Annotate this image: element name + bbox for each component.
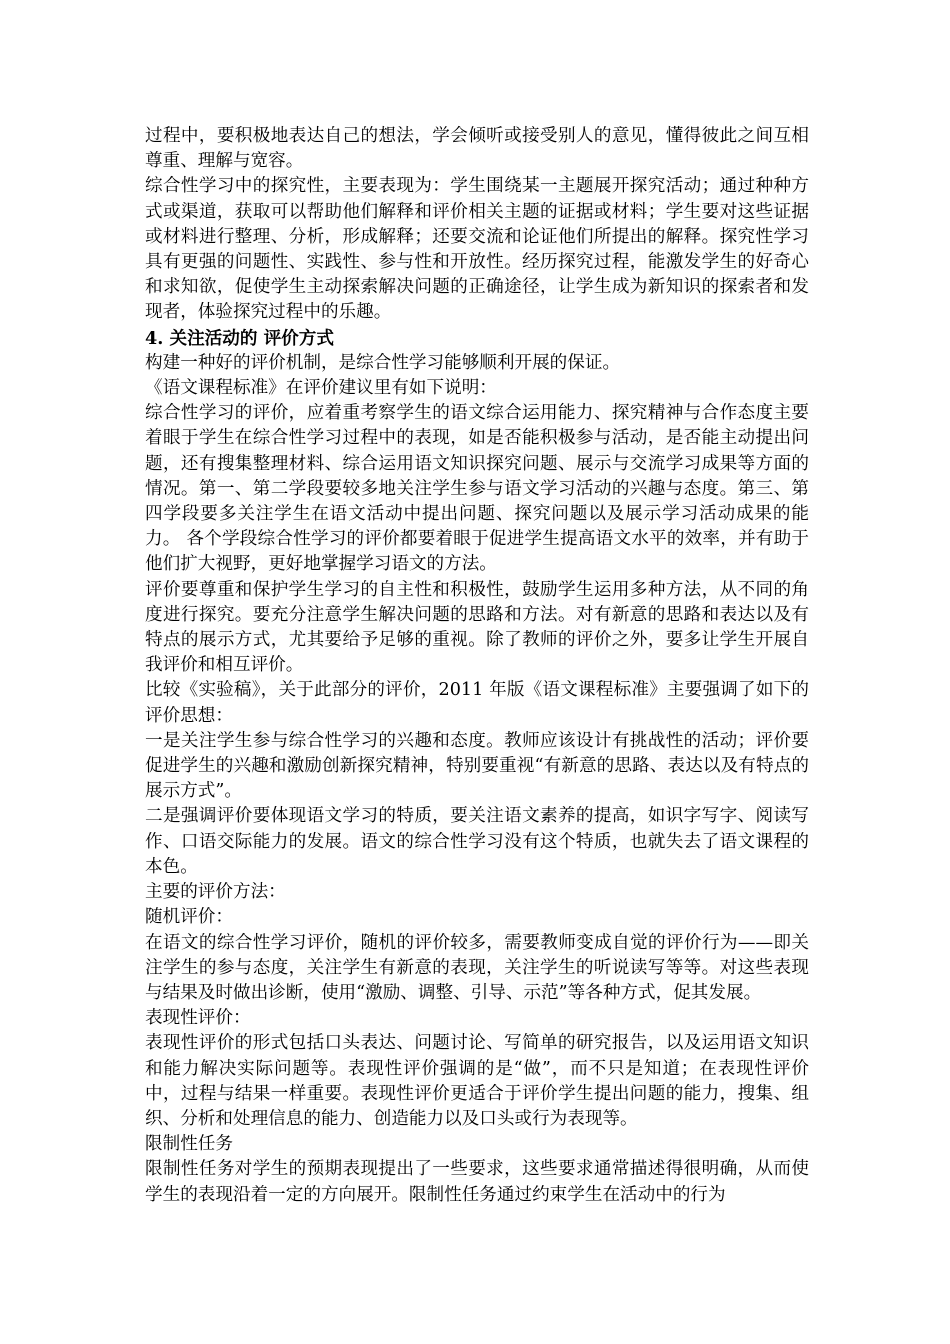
paragraph-random-evaluation: 在语文的综合性学习评价，随机的评价较多，需要教师变成自觉的评价行为——即关注学生的参与态度，关注学生有新意的表现，关注学生的听说读写等等。对这些表现与结果及时做出诊断，使用“激励、调整、引导、示范”等各种方式，促其发展。 bbox=[145, 932, 809, 1003]
paragraph-inquiry: 综合性学习中的探究性，主要表现为：学生围绕某一主题展开探究活动；通过种种方式或渠道，获取可以帮助他们解释和评价相关主题的证据或材料；学生要对这些证据或材料进行整理、分析，形成解释；还要交流和论证他们所提出的解释。探究性学习具有更强的问题性、实践性、参与性和开放性。经历探究过程，能激发学生的好奇心和求知欲，促使学生主动探索解决问题的正确途径，让学生成为新知识的探索者和发现者，体验探究过程中的乐趣。 bbox=[145, 176, 809, 323]
label-performance-evaluation: 表现性评价： bbox=[145, 1008, 251, 1029]
paragraph-point-one: 一是关注学生参与综合性学习的兴趣和态度。教师应该设计有挑战性的活动；评价要促进学生的兴趣和激励创新探究精神，特别要重视“有新意的思路、表达以及有特点的展示方式”。 bbox=[145, 730, 809, 802]
paragraph-performance-evaluation: 表现性评价的形式包括口头表达、问题讨论、写简单的研究报告，以及运用语文知识和能力解决实际问题等。表现性评价强调的是“做”，而不只是知道；在表现性评价中，过程与结果一样重要。表现性评价更适合于评价学生提出问题的能力，搜集、组织、分析和处理信息的能力、创造能力以及口头或行为表现等。 bbox=[145, 1033, 809, 1129]
label-restricted-task: 限制性任务 bbox=[145, 1134, 233, 1155]
label-random-evaluation: 随机评价： bbox=[145, 907, 233, 928]
document-body bbox=[145, 124, 809, 1208]
paragraph-standard-quote-2: 评价要尊重和保护学生学习的自主性和积极性，鼓励学生运用多种方法，从不同的角度进行探究。要充分注意学生解决问题的思路和方法。对有新意的思路和表达以及有特点的展示方式，尤其要给予足够的重视。除了教师的评价之外，要多让学生开展自我评价和相互评价。 bbox=[145, 579, 809, 676]
paragraph-standard-intro: 《语文课程标准》在评价建议里有如下说明： bbox=[145, 378, 497, 399]
paragraph-evaluation-mechanism: 构建一种好的评价机制，是综合性学习能够顺利开展的保证。 bbox=[145, 352, 621, 373]
paragraph-comparison: 比较《实验稿》，关于此部分的评价，2011 年版《语文课程标准》主要强调了如下的评价思想： bbox=[145, 680, 809, 726]
paragraph-restricted-task: 限制性任务对学生的预期表现提出了一些要求，这些要求通常描述得很明确，从而使学生的表现沿着一定的方向展开。限制性任务通过约束学生在活动中的行为 bbox=[145, 1159, 809, 1205]
paragraph-standard-quote-1: 综合性学习的评价，应着重考察学生的语文综合运用能力、探究精神与合作态度主要着眼于学生在综合性学习过程中的表现，如是否能积极参与活动，是否能主动提出问题，还有搜集整理材料、综合运用语文知识探究问题、展示与交流学习成果等方面的情况。第一、第二学段要较多地关注学生参与语文学习活动的兴趣与态度。第三、第四学段要多关注学生在语文活动中提出问题、探究问题以及展示学习活动成果的能力。 各个学段综合性学习的评价都要着眼于促进学生提高语文水平的效率，并有助于他们扩大视野，更好地掌握学习语文的方法。 bbox=[145, 403, 809, 575]
paragraph-point-two: 二是强调评价要体现语文学习的特质，要关注语文素养的提高，如识字写字、阅读写作、口语交际能力的发展。语文的综合性学习没有这个特质，也就失去了语文课程的本色。 bbox=[145, 806, 809, 877]
paragraph-cooperation-end: 过程中，要积极地表达自己的想法，学会倾听或接受别人的意见，懂得彼此之间互相尊重、理解与宽容。 bbox=[145, 126, 809, 172]
label-main-methods: 主要的评价方法： bbox=[145, 882, 286, 903]
section-heading-evaluation: 4. 关注活动的 评价方式 bbox=[145, 327, 334, 349]
